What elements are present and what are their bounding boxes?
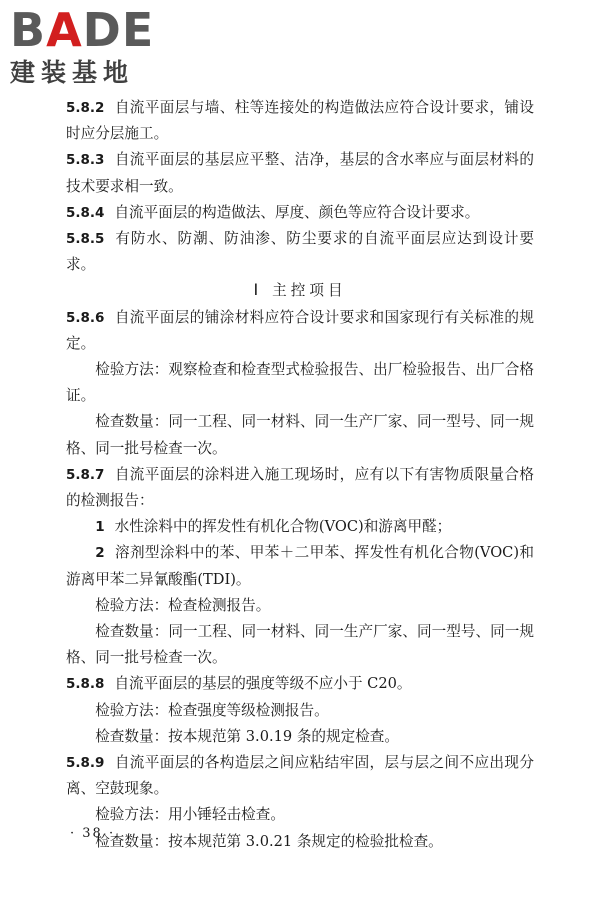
bade-logo — [8, 4, 178, 90]
clause-number: 5.8.2 — [66, 100, 105, 116]
clause-text: 自流平面层与墙、柱等连接处的构造做法应符合设计要求，铺设时应分层施工。 — [66, 99, 534, 143]
clause-number: 5.8.4 — [66, 204, 105, 221]
logo-accent-letter: A — [46, 3, 83, 57]
section-roman-numeral: Ⅰ — [253, 282, 259, 300]
clause-text: 自流平面层的涂料进入施工现场时，应有以下有害物质限量合格的检测报告： — [66, 465, 534, 510]
clause-text: 自流平面层的基层的强度等级不应小于 C20。 — [114, 675, 412, 693]
inspection-method: 检验方法：检查检测报告。 — [95, 596, 271, 614]
clause-number: 5.8.9 — [66, 755, 105, 772]
document-body — [66, 95, 534, 855]
inspection-method: 检验方法：用小锤轻击检查。 — [95, 806, 285, 824]
clause-5-8-6 — [66, 305, 534, 357]
clause-5-8-7 — [66, 462, 534, 514]
clause-text: 自流平面层的各构造层之间应粘结牢固，层与层之间不应出现分离、空鼓现象。 — [66, 754, 534, 798]
list-item-text: 溶剂型涂料中的苯、甲苯＋二甲苯、挥发性有机化合物(VOC)和游离甲苯二异氰酸酯(TDI)。 — [66, 544, 534, 588]
clause-text: 自流平面层的铺涂材料应符合设计要求和国家现行有关标准的规定。 — [66, 308, 534, 352]
section-title: 主控项目 — [272, 282, 347, 300]
clause-number: 5.8.6 — [66, 309, 105, 326]
clause-number: 5.8.3 — [66, 152, 105, 169]
list-item-text: 水性涂料中的挥发性有机化合物(VOC)和游离甲醛； — [114, 518, 452, 536]
clause-5-8-3 — [66, 147, 534, 199]
list-item-number: 2 — [95, 545, 105, 562]
clause-number: 5.8.8 — [66, 676, 105, 693]
inspection-quantity: 检查数量：按本规范第 3.0.19 条的规定检查。 — [95, 727, 399, 745]
inspection-quantity: 检查数量：按本规范第 3.0.21 条规定的检验批检查。 — [95, 832, 443, 850]
list-item — [66, 540, 534, 592]
clause-text: 自流平面层的构造做法、厚度、颜色等应符合设计要求。 — [114, 203, 480, 221]
page-number: · 38 · — [70, 826, 116, 841]
list-item — [66, 514, 534, 540]
clause-5-8-8 — [66, 671, 534, 697]
clause-5-8-5 — [66, 226, 534, 278]
inspection-method: 检验方法：检查强度等级检测报告。 — [95, 701, 329, 719]
clause-5-8-2 — [66, 95, 534, 147]
clause-5-8-4 — [66, 200, 534, 226]
clause-number: 5.8.7 — [66, 466, 105, 483]
logo-brand-text: BADE — [10, 3, 155, 57]
section-heading — [66, 278, 534, 304]
inspection-quantity: 检查数量：同一工程、同一材料、同一生产厂家、同一型号、同一规格、同一批号检查一次。 — [66, 623, 534, 667]
clause-text: 自流平面层的基层应平整、洁净，基层的含水率应与面层材料的技术要求相一致。 — [66, 151, 534, 195]
inspection-quantity: 检查数量：同一工程、同一材料、同一生产厂家、同一型号、同一规格、同一批号检查一次。 — [66, 413, 534, 457]
clause-5-8-9 — [66, 750, 534, 802]
list-item-number: 1 — [95, 519, 105, 536]
clause-text: 有防水、防潮、防油渗、防尘要求的自流平面层应达到设计要求。 — [66, 230, 534, 274]
inspection-method: 检验方法：观察检查和检查型式检验报告、出厂检验报告、出厂合格证。 — [66, 361, 534, 405]
logo-subtitle: 建装基地 — [10, 58, 135, 87]
clause-number: 5.8.5 — [66, 231, 105, 248]
